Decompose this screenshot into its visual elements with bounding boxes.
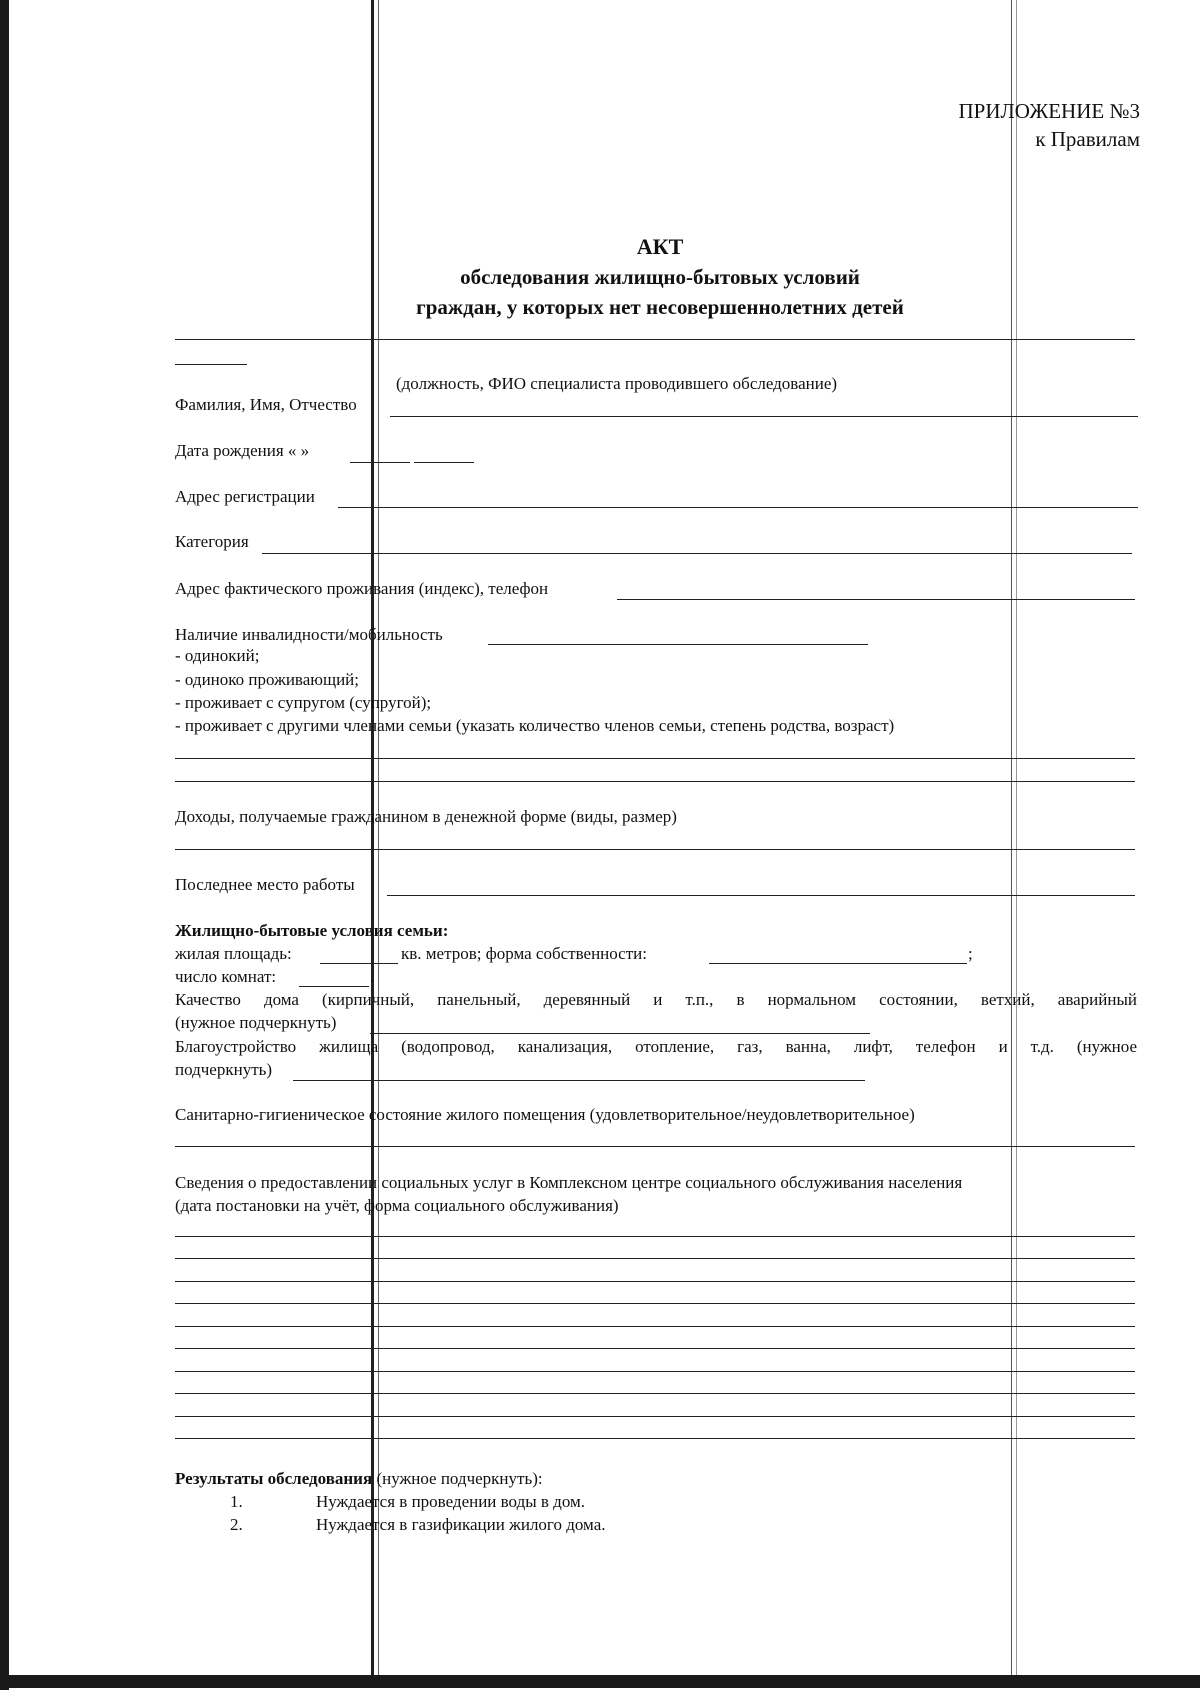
- social-services-line2: (дата постановки на учёт, форма социального обслуживания): [175, 1196, 619, 1215]
- house-quality-line1: Качество дома (кирпичный, панельный, деревянный и т.п., в нормальном состоянии, ветхий, аварийный: [175, 990, 1137, 1009]
- income-label: Доходы, получаемые гражданином в денежной форме (виды, размер): [175, 807, 677, 826]
- social-services-field-line: [175, 1236, 1135, 1237]
- results-heading-row: [175, 1468, 543, 1490]
- area-label: жилая площадь:: [175, 944, 292, 963]
- social-services-field-line: [175, 1348, 1135, 1349]
- amenities-field: [293, 1080, 865, 1081]
- sanitary-label: Санитарно-гигиеническое состояние жилого помещения (удовлетворительное/неудовлетворительное): [175, 1105, 915, 1124]
- category-field: [262, 553, 1132, 554]
- disability-field: [488, 644, 868, 645]
- scan-bottom-edge: [0, 1675, 1200, 1688]
- family-option: - проживает с супругом (супругой);: [175, 693, 432, 712]
- social-services-field-line: [175, 1393, 1135, 1394]
- ownership-end: ;: [968, 944, 973, 963]
- last-job-label: Последнее место работы: [175, 875, 355, 894]
- fio-label: Фамилия, Имя, Отчество: [175, 395, 357, 414]
- social-services-field-line: [175, 1281, 1135, 1282]
- actual-address-label: Адрес фактического проживания (индекс), телефон: [175, 579, 549, 598]
- social-services-field-line: [175, 1326, 1135, 1327]
- actual-address-field: [617, 599, 1135, 600]
- social-services-field-line: [175, 1371, 1135, 1372]
- social-services-line1: Сведения о предоставлении социальных услуг в Комплексном центре социального обслуживания населения: [175, 1173, 963, 1192]
- family-option: - проживает с другими членами семьи (указать количество членов семьи, степень родства, возраст): [175, 716, 895, 735]
- income-field: [175, 849, 1135, 850]
- appendix-number: ПРИЛОЖЕНИЕ №3: [958, 99, 1140, 123]
- amenities-line1: Благоустройство жилища (водопровод, канализация, отопление, газ, ванна, лифт, телефон и т.д. (нужное: [175, 1037, 1137, 1056]
- house-quality-field: [370, 1033, 870, 1034]
- social-services-field-line: [175, 1258, 1135, 1259]
- appendix-rules: к Правилам: [1035, 127, 1140, 151]
- birth-year-field: [414, 462, 474, 463]
- result-item-number: 2.: [230, 1515, 243, 1534]
- house-quality-line2: (нужное подчеркнуть): [175, 1013, 337, 1032]
- social-services-field-line: [175, 1416, 1135, 1417]
- results-heading: Результаты обследования: [175, 1469, 373, 1488]
- title-line3: граждан, у которых нет несовершеннолетних детей: [416, 295, 904, 319]
- category-label: Категория: [175, 532, 249, 551]
- result-item-number: 1.: [230, 1492, 243, 1511]
- birth-label: Дата рождения « »: [175, 441, 310, 460]
- specialist-line-short: [175, 364, 247, 365]
- document-title: [0, 232, 1200, 322]
- family-field-line-1: [175, 758, 1135, 759]
- birth-month-field: [350, 462, 410, 463]
- sanitary-field: [175, 1146, 1135, 1147]
- living-heading: Жилищно-бытовые условия семьи:: [175, 921, 449, 940]
- disability-label: Наличие инвалидности/мобильность: [175, 625, 443, 644]
- appendix-header: [959, 97, 1140, 153]
- reg-address-field: [338, 507, 1138, 508]
- family-option: - одиноко проживающий;: [175, 670, 359, 689]
- ownership-field: [709, 963, 967, 964]
- family-option: - одинокий;: [175, 646, 260, 665]
- results-note: (нужное подчеркнуть):: [376, 1469, 543, 1488]
- reg-address-label: Адрес регистрации: [175, 487, 315, 506]
- area-unit: кв. метров; форма собственности:: [401, 944, 647, 963]
- amenities-line2: подчеркнуть): [175, 1060, 273, 1079]
- rooms-label: число комнат:: [175, 967, 277, 986]
- specialist-line: [175, 339, 1135, 340]
- title-act: АКТ: [636, 234, 684, 259]
- result-item-text: Нуждается в газификации жилого дома.: [316, 1515, 606, 1534]
- social-services-field-line: [175, 1438, 1135, 1439]
- rooms-field: [299, 986, 369, 987]
- social-services-field-line: [175, 1303, 1135, 1304]
- title-line2: обследования жилищно-бытовых условий: [460, 265, 860, 289]
- last-job-field: [387, 895, 1135, 896]
- area-field: [320, 963, 398, 964]
- specialist-caption: (должность, ФИО специалиста проводившего обследование): [396, 374, 838, 393]
- rooms-end: .: [370, 967, 375, 986]
- family-field-line-2: [175, 781, 1135, 782]
- fio-field: [390, 416, 1138, 417]
- result-item-text: Нуждается в проведении воды в дом.: [316, 1492, 586, 1511]
